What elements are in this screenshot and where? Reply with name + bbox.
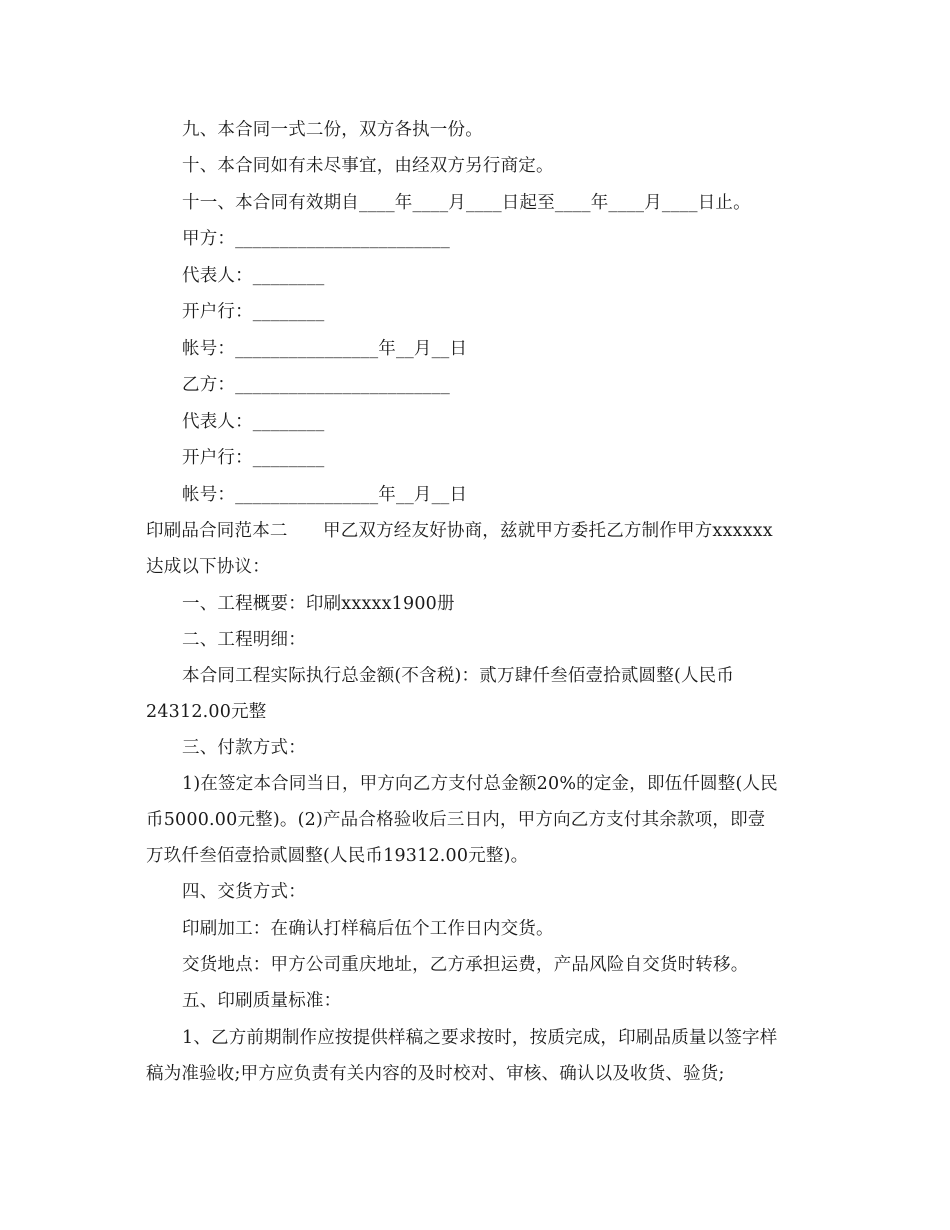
party-b-field: 乙方：________________________ [182, 375, 450, 395]
section-5-heading: 五、印刷质量标准： [182, 991, 342, 1011]
party-a-field: 甲方：________________________ [182, 229, 450, 249]
party-b-account-field: 帐号：________________年__月__日 [182, 485, 468, 505]
clause-11: 十一、本合同有效期自____年____月____日起至____年____月____日止。 [182, 193, 751, 213]
section-3-heading: 三、付款方式： [182, 738, 306, 758]
section-1-overview: 一、工程概要：印刷xxxxx1900册 [182, 594, 455, 614]
payment-text-3: 万玖仟叁佰壹拾贰圆整(人民币19312.00元整)。 [146, 846, 529, 866]
clause-10: 十、本合同如有未尽事宜，由经双方另行商定。 [182, 156, 554, 176]
delivery-location-text: 交货地点：甲方公司重庆地址，乙方承担运费，产品风险自交货时转移。 [182, 955, 749, 975]
party-a-account-field: 帐号：________________年__月__日 [182, 339, 468, 359]
total-amount-text: 本合同工程实际执行总金额(不含税)：贰万肆仟叁佰壹拾贰圆整(人民币 [182, 666, 735, 686]
payment-text-1: 1)在签定本合同当日，甲方向乙方支付总金额20%的定金，即伍仟圆整(人民 [182, 774, 778, 794]
quality-text-1: 1、乙方前期制作应按提供样稿之要求按时，按质完成，印刷品质量以签字样 [182, 1028, 778, 1048]
template-2-intro-cont: 达成以下协议： [146, 557, 270, 577]
party-a-representative-field: 代表人：________ [182, 266, 325, 286]
party-b-bank-field: 开户行：________ [182, 448, 325, 468]
party-a-bank-field: 开户行：________ [182, 302, 325, 322]
section-4-heading: 四、交货方式： [182, 882, 306, 902]
party-b-representative-field: 代表人：________ [182, 412, 325, 432]
section-2-heading: 二、工程明细： [182, 630, 306, 650]
payment-text-2: 币5000.00元整)。(2)产品合格验收后三日内，甲方向乙方支付其余款项，即壹 [146, 810, 766, 830]
delivery-processing-text: 印刷加工：在确认打样稿后伍个工作日内交货。 [182, 919, 554, 939]
template-2-intro: 印刷品合同范本二 甲乙双方经友好协商，兹就甲方委托乙方制作甲方xxxxxx [146, 521, 773, 541]
total-amount-text-cont: 24312.00元整 [146, 702, 267, 722]
quality-text-2: 稿为准验收;甲方应负责有关内容的及时校对、审核、确认以及收货、验货; [146, 1064, 725, 1084]
clause-9: 九、本合同一式二份，双方各执一份。 [182, 120, 483, 140]
